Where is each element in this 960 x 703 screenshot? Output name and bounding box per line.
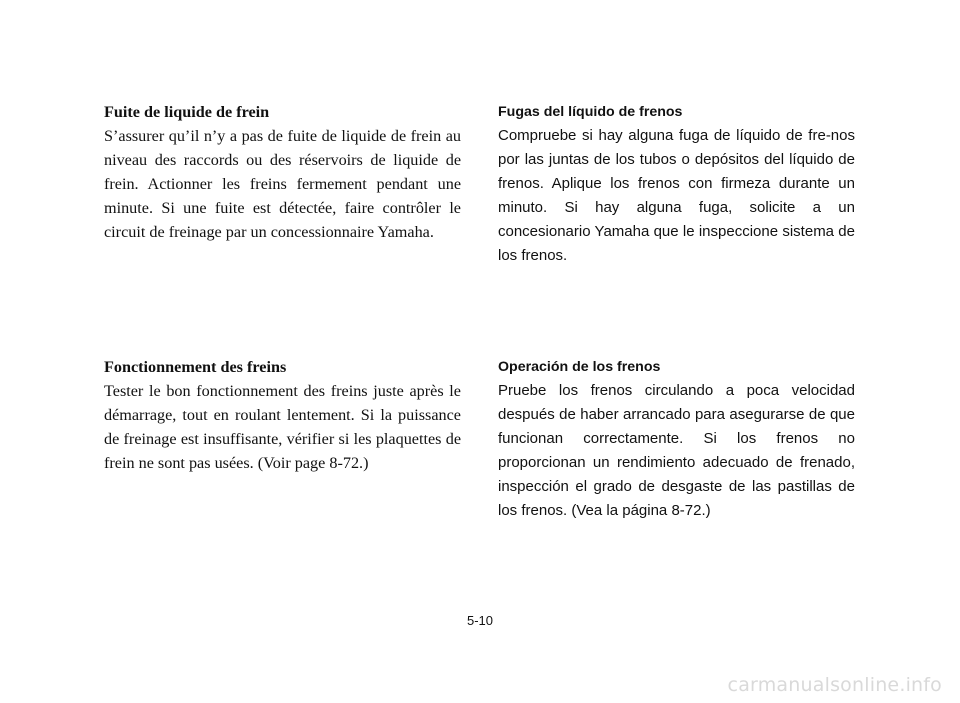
- fr-brake-operation-body: Tester le bon fonctionnement des freins juste après le démarrage, tout en roulant lentement. Si la puissance de freinage est insuffisante, vérifier si les plaquettes de frein ne sont pas usées. (Voir page 8-72.): [104, 382, 461, 472]
- es-brake-operation-body: Pruebe los frenos circulando a poca velocidad después de haber arrancado para asegurarse de que funcionan correctamente. Si los frenos no proporcionan un rendimiento adecuado de frenado, inspección el grado de desgaste de las pastillas de los frenos. (Vea la página 8-72.): [498, 382, 855, 519]
- fr-brake-fluid-body: S’assurer qu’il n’y a pas de fuite de liquide de frein au niveau des raccords ou des réservoirs de liquide de frein. Actionner les freins fermement pendant une minute. Si une fuite est détectée, faire contrôler le circuit de freinage par un concessionnaire Yamaha.: [104, 127, 461, 241]
- es-brake-fluid-section: [498, 100, 855, 268]
- es-brake-operation-section: [498, 355, 855, 523]
- page-number: 5-10: [466, 613, 494, 628]
- watermark: carmanualsonline.info: [727, 674, 942, 696]
- fr-brake-operation-section: [104, 355, 461, 475]
- fr-brake-fluid-section: [104, 100, 461, 244]
- es-brake-fluid-heading: Fugas del líquido de frenos: [498, 104, 683, 120]
- fr-brake-operation-heading: Fonctionnement des freins: [104, 358, 287, 376]
- es-brake-operation-heading: Operación de los frenos: [498, 359, 661, 375]
- fr-brake-fluid-heading: Fuite de liquide de frein: [104, 103, 270, 121]
- es-brake-fluid-body: Compruebe si hay alguna fuga de líquido de fre-nos por las juntas de los tubos o depósitos del líquido de frenos. Aplique los frenos con firmeza durante un minuto. Si hay alguna fuga, solicite a un concesionario Yamaha que le inspeccione sistema de los frenos.: [498, 127, 855, 264]
